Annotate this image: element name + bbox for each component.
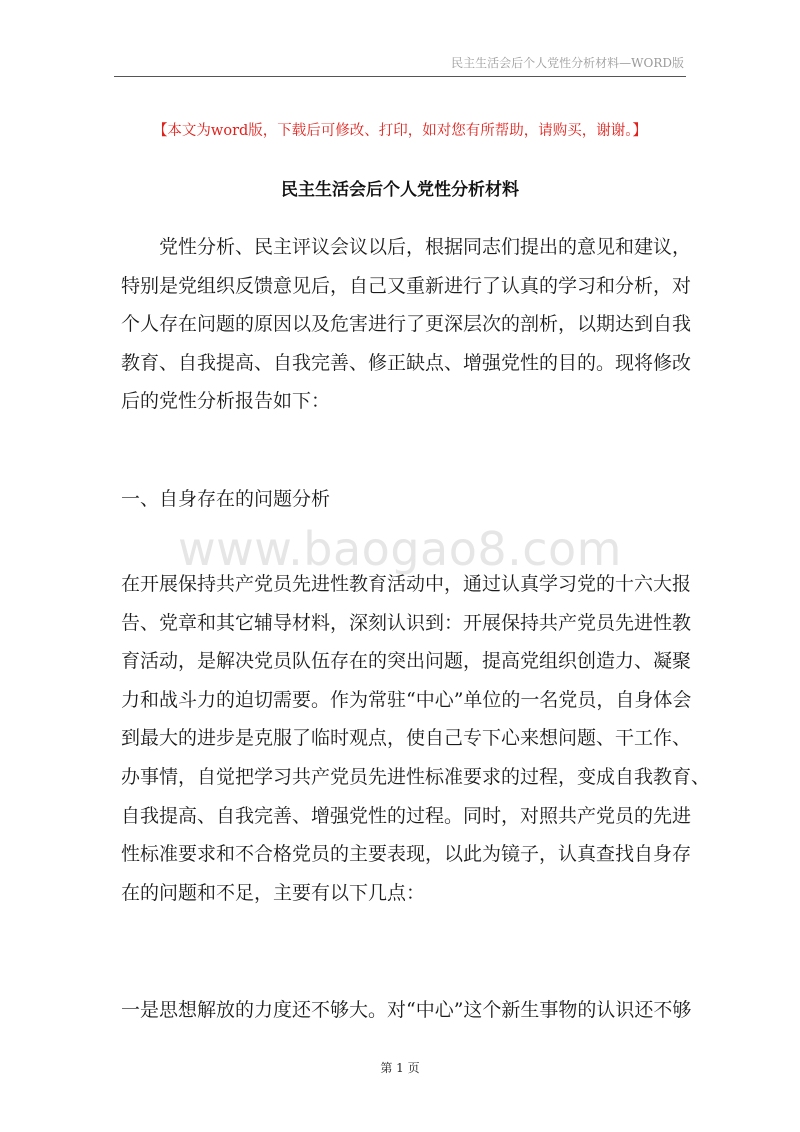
section-heading: 一、自身存在的问题分析 <box>121 488 331 510</box>
paragraph-line: 在的问题和不足，主要有以下几点： <box>121 881 426 904</box>
paragraph-line: 告、党章和其它辅导材料，深刻认识到：开展保持共产党员先进性教 <box>121 611 692 634</box>
paragraph-line: 一是思想解放的力度还不够大。对“中心”这个新生事物的认识还不够 <box>121 999 692 1021</box>
paragraph-line: 教育、自我提高、自我完善、修正缺点、增强党性的目的。现将修改 <box>121 351 692 374</box>
paragraph-line: 到最大的进步是克服了临时观点，使自己专下心来想问题、干工作、 <box>121 727 692 750</box>
paragraph-line: 特别是党组织反馈意见后，自己又重新进行了认真的学习和分析，对 <box>121 274 692 297</box>
paragraph-line: 个人存在问题的原因以及危害进行了更深层次的剖析，以期达到自我 <box>121 313 692 336</box>
watermark: www.baogao8.com <box>178 522 622 576</box>
page-number: 第 1 页 <box>380 1061 420 1075</box>
paragraph-line: 力和战斗力的迫切需要。作为常驻“中心”单位的一名党员，自身体会 <box>121 688 692 711</box>
paragraph-line: 在开展保持共产党员先进性教育活动中，通过认真学习党的十六大报 <box>121 573 692 595</box>
paragraph-line: 党性分析、民主评议会议以后，根据同志们提出的意见和建议， <box>121 236 692 258</box>
body-paragraph <box>121 565 711 912</box>
running-header: 民主生活会后个人党性分析材料—WORD版 <box>451 56 684 70</box>
purchase-notice: 【本文为word版，下载后可修改、打印，如对您有所帮助，请购买，谢谢。】 <box>152 123 648 139</box>
body-paragraph <box>121 991 692 1030</box>
paragraph-line: 育活动，是解决党员队伍存在的突出问题，提高党组织创造力、凝聚 <box>121 650 692 673</box>
paragraph-line: 性标准要求和不合格党员的主要表现，以此为镜子，认真查找自身存 <box>121 843 692 866</box>
paragraph-line: 办事情，自觉把学习共产党员先进性标准要求的过程，变成自我教育、 <box>121 765 711 788</box>
header-rule <box>114 76 686 77</box>
document-title: 民主生活会后个人党性分析材料 <box>281 180 519 200</box>
intro-paragraph <box>121 228 692 421</box>
paragraph-line: 后的党性分析报告如下： <box>121 390 331 413</box>
paragraph-line: 自我提高、自我完善、增强党性的过程。同时，对照共产党员的先进 <box>121 804 692 827</box>
